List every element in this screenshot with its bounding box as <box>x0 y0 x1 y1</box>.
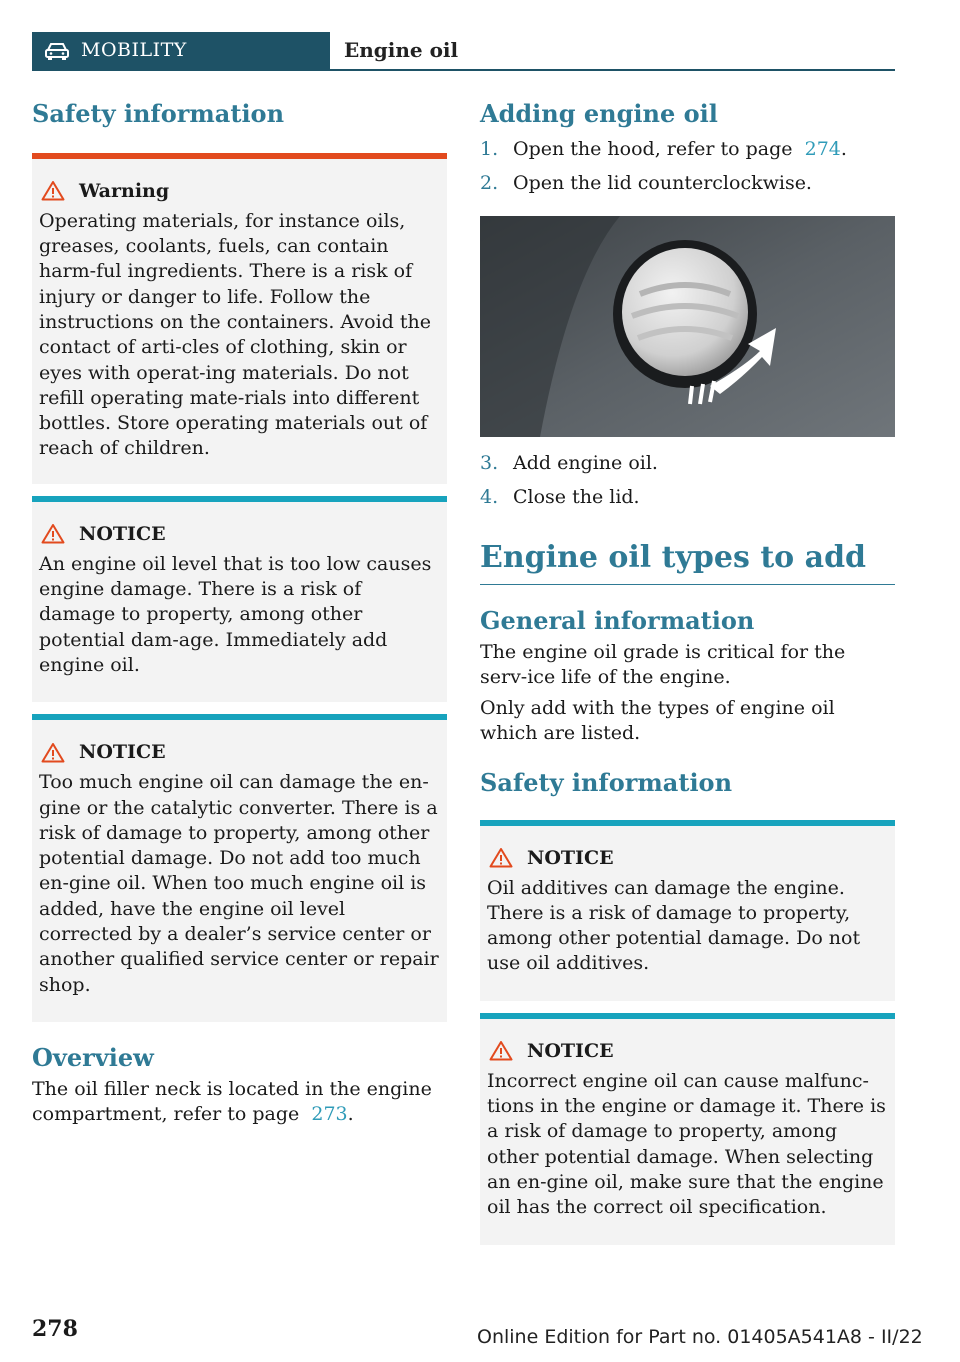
notice-text-4: Incorrect engine oil can cause malfunc-tions in the engine or damage it. There is a risk of damage to property, among other potential damage. When selecting an en-gine oil, make sure that the engine oil has the correct oil specification. <box>487 1069 886 1219</box>
warning-box <box>32 153 447 484</box>
heading-rule <box>480 584 895 585</box>
adding-oil-heading: Adding engine oil <box>480 99 718 128</box>
notice-title-4 <box>487 1039 888 1063</box>
section-tab <box>32 32 330 71</box>
notice-text-2: Too much engine oil can damage the en-gine or the catalytic converter. There is a risk of damage to property, among other potential damage. Do not add too much en-gine oil. When too much engine oil is added, have the engine oil level corrected by a dealer’s service center or another qualified service center or repair shop. <box>39 771 439 996</box>
warning-triangle-icon <box>39 180 67 201</box>
oil-types-heading: Engine oil types to add <box>480 539 867 575</box>
page-title: Engine oil <box>344 38 459 62</box>
overview-body: The oil filler neck is located in the engine compartment, refer to page <box>32 1077 432 1126</box>
safety-info-heading: Safety information <box>32 99 285 128</box>
warning-label: Warning <box>79 179 170 202</box>
section-label: MOBILITY <box>81 39 187 61</box>
notice-label-2: NOTICE <box>79 741 166 764</box>
car-icon <box>44 41 70 65</box>
step-number: 3. <box>480 451 499 474</box>
step-item <box>480 137 895 162</box>
step-text-body: Open the hood, refer to page <box>513 137 793 160</box>
notice-box-2 <box>32 714 447 1022</box>
steps-list-a <box>480 137 895 196</box>
general-text-1: The engine oil grade is critical for the serv-ice life of the engine. <box>480 640 846 688</box>
oil-cap-image <box>480 216 895 437</box>
steps-list-b <box>480 451 895 510</box>
step-item <box>480 485 895 510</box>
safety-info-heading-2: Safety information <box>480 767 733 797</box>
warning-text: Operating materials, for instance oils, greases, coolants, fuels, can contain harm-ful ingredients. There is a risk of injury or danger to life. Follow the instructions on the containers. Avoid the contact of arti-cles of clothing, skin or eyes with operat-ing materials. Do not refill operating mate-rials into different bottles. Store operating materials out of reach of children. <box>39 209 431 460</box>
step-number: 1. <box>480 137 499 160</box>
overview-text <box>32 1077 447 1128</box>
notice-title-3 <box>487 846 888 870</box>
page-number: 278 <box>32 1316 78 1342</box>
page-link-273[interactable]: 273 <box>311 1103 348 1126</box>
page-link-274[interactable]: 274 <box>804 137 841 160</box>
step-item <box>480 451 895 476</box>
general-text-2: Only add with the types of engine oil which are listed. <box>480 697 835 745</box>
notice-triangle-icon <box>487 1040 515 1061</box>
notice-title-1 <box>39 522 440 546</box>
overview-heading: Overview <box>32 1042 154 1072</box>
notice-box-3 <box>480 820 895 1001</box>
warning-title <box>39 179 440 203</box>
step-text: Open the lid counterclockwise. <box>513 171 812 194</box>
notice-text-3: Oil additives can damage the engine. There is a risk of damage to property, among other potential damage. Do not use oil additives. <box>487 876 861 975</box>
notice-text-1: An engine oil level that is too low causes engine damage. There is a risk of damage to property, among other potential dam-age. Immediately add engine oil. <box>39 552 432 676</box>
header-rule <box>330 69 895 71</box>
notice-box-4 <box>480 1013 895 1245</box>
notice-triangle-icon <box>39 742 67 763</box>
step-text <box>513 137 847 162</box>
notice-label-1: NOTICE <box>79 522 166 545</box>
step-number: 4. <box>480 485 499 508</box>
general-info-heading: General information <box>480 605 755 635</box>
step-period: . <box>840 137 847 160</box>
right-column <box>480 100 895 1245</box>
oil-cap-photo <box>480 216 895 437</box>
notice-title-2 <box>39 740 440 764</box>
notice-triangle-icon <box>39 523 67 544</box>
step-number: 2. <box>480 171 499 194</box>
notice-label-3: NOTICE <box>527 846 614 869</box>
step-item <box>480 171 895 196</box>
step-text: Close the lid. <box>513 485 640 508</box>
edition-footer: Online Edition for Part no. 01405A541A8 - II/22 <box>477 1326 923 1348</box>
notice-label-4: NOTICE <box>527 1039 614 1062</box>
step-text: Add engine oil. <box>513 451 658 474</box>
page-header <box>32 32 895 71</box>
overview-period: . <box>347 1103 354 1126</box>
notice-triangle-icon <box>487 847 515 868</box>
left-column <box>32 100 447 1127</box>
notice-box-1 <box>32 496 447 702</box>
